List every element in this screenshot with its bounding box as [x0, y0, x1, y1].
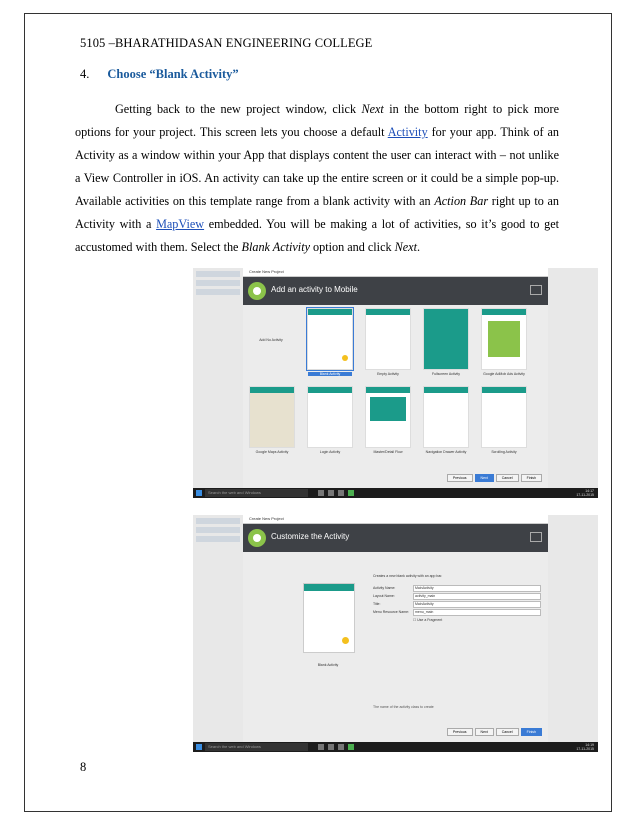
windows-taskbar: [193, 488, 598, 498]
next-button[interactable]: Next: [475, 474, 494, 482]
cancel-button[interactable]: Cancel: [496, 474, 519, 482]
activity-card[interactable]: Login Activity: [307, 386, 353, 448]
layout-name-input[interactable]: activity_main: [413, 593, 541, 600]
windows-start-icon[interactable]: [196, 490, 202, 496]
activity-card[interactable]: Scrolling Activity: [481, 386, 527, 448]
taskbar-clock: 14:19 17-11-2015: [576, 743, 594, 751]
activity-card[interactable]: Fullscreen Activity: [423, 308, 469, 370]
form-intro: Creates a new blank activity with an app bar.: [373, 574, 443, 578]
add-activity-dialog: [243, 268, 548, 498]
windows-start-icon[interactable]: [196, 744, 202, 750]
ide-left-panel: [193, 515, 244, 752]
mapview-link[interactable]: MapView: [156, 217, 205, 231]
activity-preview: [303, 583, 355, 653]
help-icon: [530, 285, 542, 295]
activity-card[interactable]: Navigation Drawer Activity: [423, 386, 469, 448]
taskbar-search[interactable]: Search the web and Windows: [205, 743, 308, 751]
activity-card[interactable]: Blank Activity: [307, 308, 353, 370]
help-icon: [530, 532, 542, 542]
android-studio-icon: [248, 529, 266, 547]
body-paragraph: Getting back to the new project window, click Next in the bottom right to pick more options for your project. This screen lets you choose a default Activity for your app. Think of an Activity as a window within your App that displays content the user can interact with – not unlike a View Controller in iOS. An activity can take up the entire screen or it could be a simple pop-up. Available activities on this template range from a blank activity with an Action Bar right up to an Activity with a MapView embedded. You will be making a lot of activities, so it’s good to get accustomed with them. Select the Blank Activity option and click Next.: [75, 102, 559, 254]
activity-card[interactable]: Google AdMob Ads Activity: [481, 308, 527, 370]
finish-button[interactable]: Finish: [521, 474, 542, 482]
android-studio-icon: [248, 282, 266, 300]
use-fragment-checkbox[interactable]: ☐ Use a Fragment: [413, 618, 443, 622]
page-header: 5105 –BHARATHIDASAN ENGINEERING COLLEGE: [80, 36, 373, 50]
activity-card[interactable]: Master/Detail Flow: [365, 386, 411, 448]
dialog-buttons: [445, 466, 542, 484]
section-heading: [80, 67, 239, 82]
previous-button[interactable]: Previous: [447, 474, 473, 482]
previous-button[interactable]: Previous: [447, 728, 473, 736]
ide-left-panel: [193, 268, 244, 498]
cancel-button[interactable]: Cancel: [496, 728, 519, 736]
dialog-header: [243, 277, 548, 305]
next-button[interactable]: Next: [475, 728, 494, 736]
dialog-buttons: [445, 720, 542, 738]
ide-right-panel: [547, 268, 598, 498]
page-number: 8: [80, 760, 87, 774]
preview-label: Blank Activity: [317, 663, 339, 667]
dialog-title: Create New Project: [243, 268, 548, 277]
ide-right-panel: [547, 515, 598, 752]
section-number: 4.: [80, 67, 90, 81]
dialog-header: [243, 524, 548, 552]
screenshot-customize-activity: [193, 515, 598, 752]
activity-card[interactable]: Empty Activity: [365, 308, 411, 370]
activity-form: Creates a new blank activity with an app bar. Activity Name: MainActivity Layout Name: activity_main Title: MainActivity Menu Resource Name: menu_main ☐ Use a Fragment: [373, 573, 538, 625]
section-title: Choose “Blank Activity”: [107, 67, 239, 81]
customize-activity-dialog: [243, 515, 548, 752]
dialog-heading: Customize the Activity: [271, 532, 350, 541]
field-hint: The name of the activity class to create: [373, 705, 434, 709]
activity-card[interactable]: Add No Activity: [259, 338, 283, 342]
activity-card[interactable]: Google Maps Activity: [249, 386, 295, 448]
taskbar-search[interactable]: Search the web and Windows: [205, 489, 308, 497]
activity-link[interactable]: Activity: [387, 125, 428, 139]
title-input[interactable]: MainActivity: [413, 601, 541, 608]
dialog-heading: Add an activity to Mobile: [271, 285, 358, 294]
screenshot-add-activity: [193, 268, 598, 498]
windows-taskbar: [193, 742, 598, 752]
activity-name-input[interactable]: MainActivity: [413, 585, 541, 592]
taskbar-clock: 14:17 17-11-2015: [576, 489, 594, 497]
finish-button[interactable]: Finish: [521, 728, 542, 736]
dialog-title: Create New Project: [243, 515, 548, 524]
activity-grid: [249, 308, 539, 458]
menu-resource-input[interactable]: menu_main: [413, 609, 541, 616]
